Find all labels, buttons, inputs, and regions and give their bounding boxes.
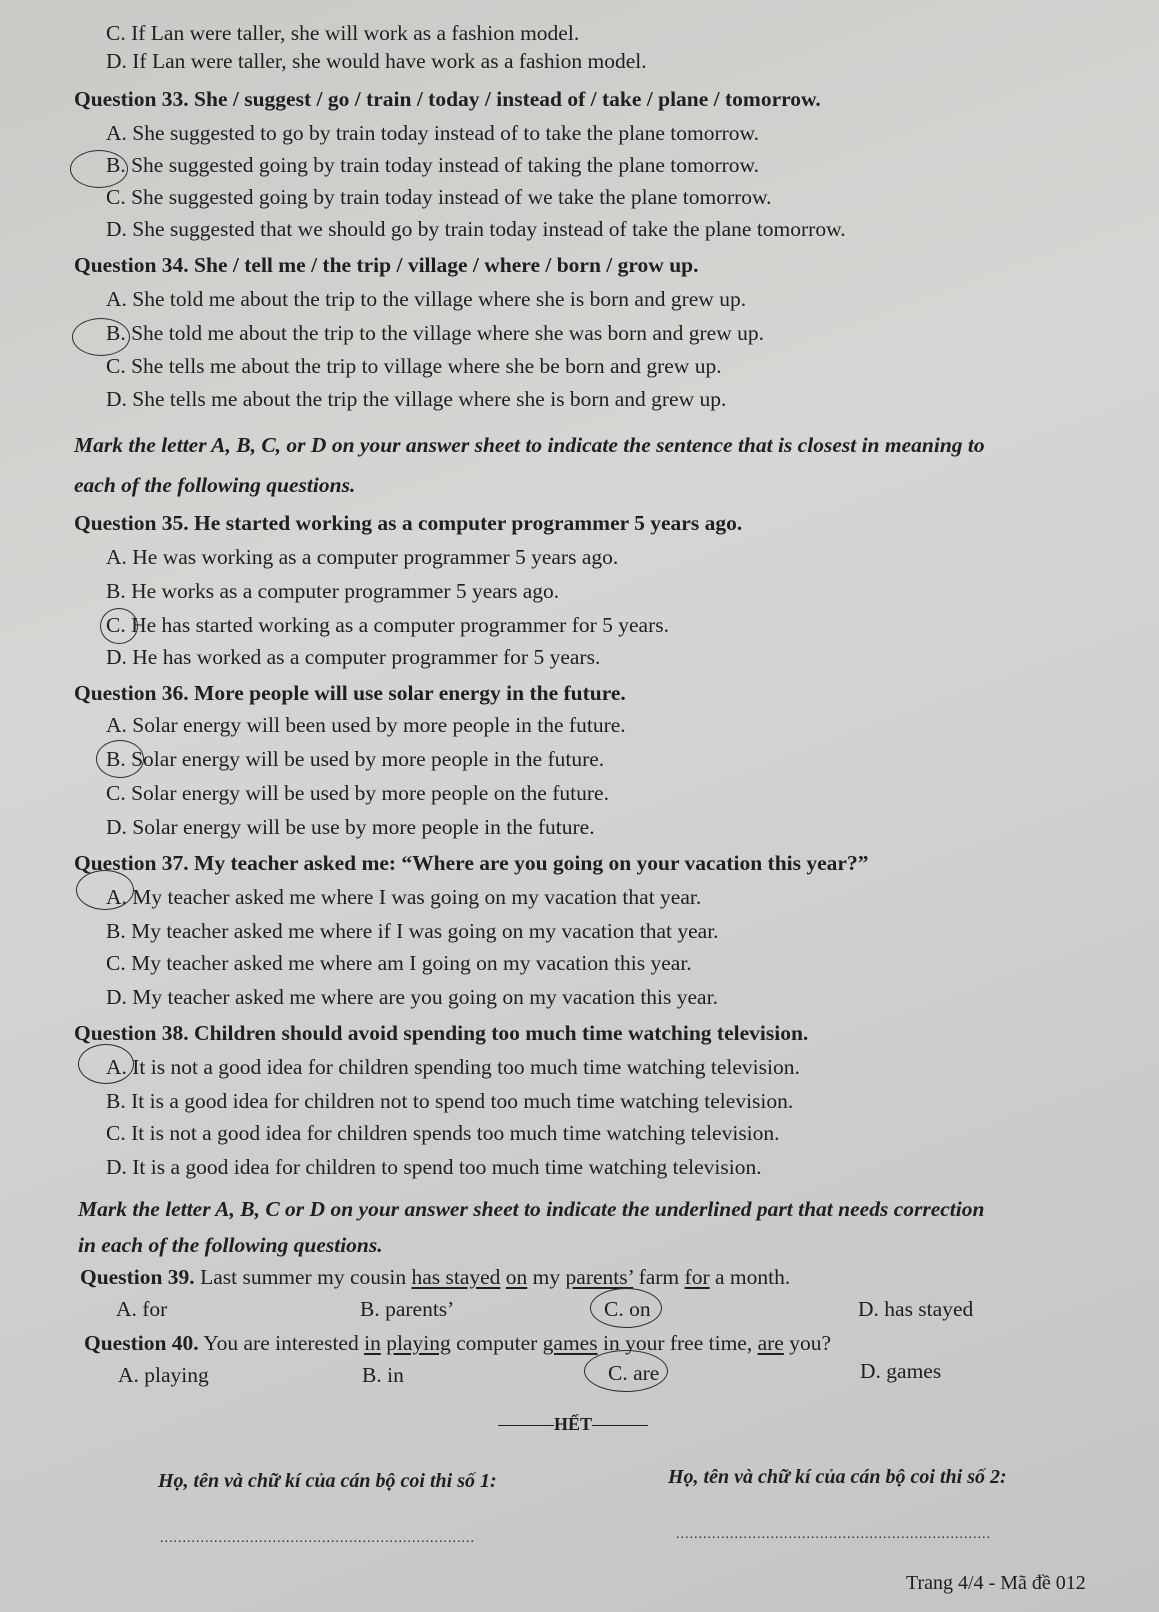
q39-option-a: A. for xyxy=(116,1297,168,1321)
proctor1-label: Họ, tên và chữ kí của cán bộ coi thi số 1: xyxy=(158,1470,497,1492)
q35-prompt: Question 35. He started working as a computer programmer 5 years ago. xyxy=(74,511,743,535)
q38-option-b: B. It is a good idea for children not to spend too much time watching television. xyxy=(106,1089,794,1113)
q36-option-b: B. Solar energy will be used by more people in the future. xyxy=(106,747,605,771)
q40-option-c: C. are xyxy=(608,1361,660,1385)
q40-label: Question 40. xyxy=(84,1331,199,1355)
q36-prompt: Question 36. More people will use solar energy in the future. xyxy=(74,681,626,705)
q39-option-d: D. has stayed xyxy=(858,1297,974,1321)
q38-option-c: C. It is not a good idea for children spends too much time watching television. xyxy=(106,1121,780,1145)
q38-option-a: A. It is not a good idea for children spending too much time watching television. xyxy=(106,1055,800,1079)
q33-option-c: C. She suggested going by train today instead of we take the plane tomorrow. xyxy=(106,185,772,209)
q40-underlined-part: games xyxy=(542,1331,598,1355)
proctor1-signature-line: ...................................................................... xyxy=(160,1531,475,1546)
answer-circle-mark xyxy=(70,150,128,188)
q40-option-b: B. in xyxy=(362,1363,404,1387)
q33-option-b: B. She suggested going by train today instead of taking the plane tomorrow. xyxy=(106,153,760,177)
end-label: HẾT xyxy=(554,1414,593,1434)
q39-underlined-part: parents’ xyxy=(565,1265,634,1289)
proctor2-signature-line: ...................................................................... xyxy=(676,1527,991,1542)
answer-circle-mark xyxy=(76,870,134,910)
instruction-closest-meaning-line2: each of the following questions. xyxy=(74,473,356,497)
answer-circle-mark xyxy=(96,740,144,778)
q35-option-d: D. He has worked as a computer programmer for 5 years. xyxy=(106,645,601,669)
end-rule-left xyxy=(498,1425,554,1426)
q34-option-a: A. She told me about the trip to the village where she is born and grew up. xyxy=(106,287,747,311)
q39-underlined-part: has stayed xyxy=(411,1265,501,1289)
q33-option-d: D. She suggested that we should go by train today instead of take the plane tomorrow. xyxy=(106,217,846,241)
q35-option-b: B. He works as a computer programmer 5 years ago. xyxy=(106,579,560,603)
q37-prompt: Question 37. My teacher asked me: “Where are you going on your vacation this year?” xyxy=(74,851,869,875)
q40-option-a: A. playing xyxy=(118,1363,209,1387)
q39-underlined-part: on xyxy=(505,1265,528,1289)
answer-circle-mark xyxy=(584,1350,668,1392)
q40-text: you? xyxy=(783,1331,832,1355)
q39-option-c: C. on xyxy=(604,1297,651,1321)
q37-option-a: A. My teacher asked me where I was going on my vacation that year. xyxy=(106,885,702,909)
instruction-correction-line1: Mark the letter A, B, C or D on your answer sheet to indicate the underlined part that needs correction xyxy=(78,1197,985,1221)
q37-option-c: C. My teacher asked me where am I going on my vacation this year. xyxy=(106,951,692,975)
end-mark xyxy=(498,1410,648,1437)
q40-underlined-part: are xyxy=(757,1331,784,1355)
q39-option-b: B. parents’ xyxy=(360,1297,455,1321)
page-number: Trang 4/4 - Mã đề 012 xyxy=(906,1572,1086,1594)
q36-option-c: C. Solar energy will be used by more people on the future. xyxy=(106,781,609,805)
q34-option-d: D. She tells me about the trip the village where she is born and grew up. xyxy=(106,387,727,411)
q37-option-d: D. My teacher asked me where are you going on my vacation this year. xyxy=(106,985,718,1009)
q34-option-c: C. She tells me about the trip to village where she be born and grew up. xyxy=(106,354,722,378)
q36-option-d: D. Solar energy will be use by more people in the future. xyxy=(106,815,595,839)
instruction-correction-line2: in each of the following questions. xyxy=(78,1233,383,1257)
answer-circle-mark xyxy=(78,1044,134,1084)
q37-option-b: B. My teacher asked me where if I was going on my vacation that year. xyxy=(106,919,719,943)
q33-option-a: A. She suggested to go by train today instead of to take the plane tomorrow. xyxy=(106,121,760,145)
q32-option-c: C. If Lan were taller, she will work as a fashion model. xyxy=(106,21,580,45)
q38-option-d: D. It is a good idea for children to spend too much time watching television. xyxy=(106,1155,762,1179)
q39-text: Last summer my cousin xyxy=(194,1265,412,1289)
q39-prompt xyxy=(80,1264,790,1290)
q40-text: in your free time, xyxy=(597,1331,758,1355)
answer-circle-mark xyxy=(100,608,138,644)
q36-option-a: A. Solar energy will been used by more people in the future. xyxy=(106,713,626,737)
q39-text: farm xyxy=(633,1265,685,1289)
q39-underlined-part: for xyxy=(684,1265,710,1289)
q40-prompt xyxy=(84,1330,831,1356)
answer-circle-mark xyxy=(72,318,130,356)
q39-text: a month. xyxy=(709,1265,791,1289)
instruction-closest-meaning-line1: Mark the letter A, B, C, or D on your answer sheet to indicate the sentence that is closest in meaning to xyxy=(74,433,985,457)
q35-option-c: C. He has started working as a computer programmer for 5 years. xyxy=(106,613,669,637)
q39-text: my xyxy=(527,1265,566,1289)
proctor2-label: Họ, tên và chữ kí của cán bộ coi thi số 2: xyxy=(668,1466,1007,1488)
q40-text: computer xyxy=(450,1331,543,1355)
end-rule-right xyxy=(592,1425,648,1426)
q32-option-d: D. If Lan were taller, she would have work as a fashion model. xyxy=(106,49,647,73)
q40-underlined-part: playing xyxy=(386,1331,451,1355)
q34-option-b: B. She told me about the trip to the village where she was born and grew up. xyxy=(106,321,764,345)
q40-text: You are interested xyxy=(198,1331,365,1355)
q40-underlined-part: in xyxy=(364,1331,381,1355)
q38-prompt: Question 38. Children should avoid spending too much time watching television. xyxy=(74,1021,809,1045)
answer-circle-mark xyxy=(590,1288,662,1328)
q33-prompt: Question 33. She / suggest / go / train / today / instead of / take / plane / tomorrow. xyxy=(74,87,821,111)
q39-label: Question 39. xyxy=(80,1265,195,1289)
q34-prompt: Question 34. She / tell me / the trip / village / where / born / grow up. xyxy=(74,253,699,277)
q40-option-d: D. games xyxy=(860,1359,942,1383)
q35-option-a: A. He was working as a computer programmer 5 years ago. xyxy=(106,545,619,569)
